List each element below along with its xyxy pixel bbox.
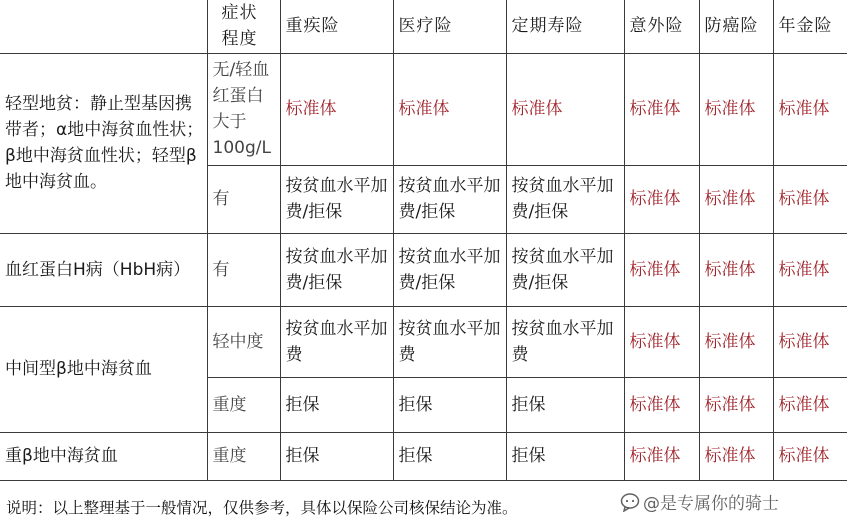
header-annuity: 年金险: [773, 0, 847, 53]
table-cell: 拒保: [393, 377, 506, 432]
table-row: [0, 306, 847, 377]
header-critical-illness: 重疾险: [280, 0, 393, 53]
condition-cell: 重β地中海贫血: [0, 432, 207, 480]
table-cell: 标准体: [699, 432, 773, 480]
table-cell: 标准体: [699, 53, 773, 165]
table-cell: 标准体: [773, 432, 847, 480]
table-cell: 标准体: [624, 377, 699, 432]
chat-bubble-icon: [620, 492, 640, 512]
table-cell: 标准体: [506, 53, 624, 165]
table-row: [0, 53, 847, 165]
table-cell: 按贫血水平加费/拒保: [393, 165, 506, 233]
table-cell: 标准体: [393, 53, 506, 165]
table-cell: 拒保: [506, 432, 624, 480]
table-cell: 按贫血水平加费: [506, 306, 624, 377]
table-cell: 按贫血水平加费: [280, 306, 393, 377]
table-row: [0, 432, 847, 480]
table-cell: 标准体: [699, 165, 773, 233]
table-cell: 按贫血水平加费/拒保: [280, 165, 393, 233]
watermark: [620, 489, 779, 514]
table-cell: 按贫血水平加费/拒保: [280, 233, 393, 306]
table-cell: 按贫血水平加费: [393, 306, 506, 377]
table-cell: 标准体: [773, 165, 847, 233]
table-row: [0, 233, 847, 306]
table-cell: 标准体: [280, 53, 393, 165]
table-cell: 标准体: [773, 53, 847, 165]
table-cell: 标准体: [773, 233, 847, 306]
header-severity: 症状程度: [207, 0, 280, 53]
table-cell: 标准体: [699, 306, 773, 377]
condition-cell: 血红蛋白H病（HbH病）: [0, 233, 207, 306]
table-cell: 标准体: [624, 53, 699, 165]
severity-cell: 无/轻血红蛋白大于100g/L: [207, 53, 280, 165]
severity-cell: 重度: [207, 432, 280, 480]
condition-cell: 中间型β地中海贫血: [0, 306, 207, 432]
header-term-life: 定期寿险: [506, 0, 624, 53]
table-cell: 标准体: [699, 377, 773, 432]
severity-cell: 有: [207, 233, 280, 306]
severity-cell: 重度: [207, 377, 280, 432]
severity-cell: 有: [207, 165, 280, 233]
table-cell: 按贫血水平加费/拒保: [393, 233, 506, 306]
table-cell: 标准体: [624, 306, 699, 377]
table-cell: 拒保: [393, 432, 506, 480]
footnote: 说明：以上整理基于一般情况，仅供参考，具体以保险公司核保结论为准。: [6, 499, 518, 517]
table-cell: 按贫血水平加费/拒保: [506, 165, 624, 233]
table-cell: 按贫血水平加费/拒保: [506, 233, 624, 306]
header-row: [0, 0, 847, 53]
table-cell: 标准体: [624, 432, 699, 480]
table-cell: 标准体: [699, 233, 773, 306]
table-cell: 拒保: [506, 377, 624, 432]
table-cell: 标准体: [773, 306, 847, 377]
table-cell: 标准体: [624, 233, 699, 306]
table-cell: 标准体: [624, 165, 699, 233]
table-cell: 拒保: [280, 377, 393, 432]
watermark-text: @是专属你的骑士: [643, 494, 779, 514]
condition-cell: 轻型地贫：静止型基因携带者；α地中海贫血性状；β地中海贫血性状；轻型β地中海贫血。: [0, 53, 207, 233]
severity-cell: 轻中度: [207, 306, 280, 377]
table-cell: 拒保: [280, 432, 393, 480]
header-accident: 意外险: [624, 0, 699, 53]
header-cancer: 防癌险: [699, 0, 773, 53]
table-cell: 标准体: [773, 377, 847, 432]
header-blank: [0, 0, 207, 53]
header-medical: 医疗险: [393, 0, 506, 53]
